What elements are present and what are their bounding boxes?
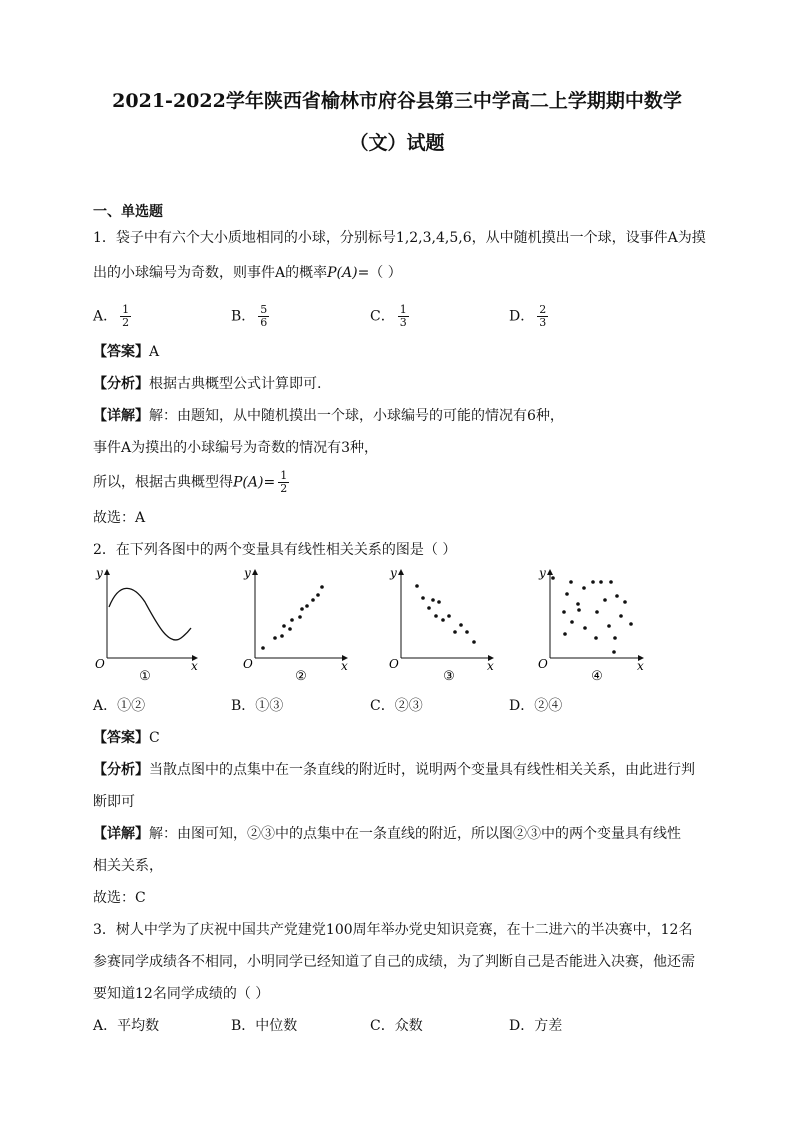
origin-label: O: [538, 657, 548, 671]
scatter-points-negative: [415, 584, 476, 644]
denominator: 3: [399, 316, 407, 329]
answer-value: C: [149, 730, 160, 746]
q2-stem: 2．在下列各图中的两个变量具有线性相关关系的图是（ ）: [93, 542, 457, 558]
fraction: [398, 304, 409, 329]
denominator: 6: [260, 316, 268, 329]
numerator: 1: [280, 469, 288, 482]
q1-option-b[interactable]: [231, 304, 269, 329]
page-title-line1: 2021-2022学年陕西省榆林市府谷县第三中学高二上学期期中数学: [112, 90, 682, 112]
x-axis-label: x: [191, 659, 198, 673]
analysis-text: 根据古典概型公式计算即可.: [149, 376, 322, 392]
x-axis-label: x: [341, 659, 348, 673]
analysis-tag: 【分析】: [93, 376, 149, 392]
denominator: 3: [539, 316, 547, 329]
numerator: 1: [399, 303, 407, 316]
q2-analysis-line1: [93, 760, 695, 780]
graph-4: [538, 566, 644, 684]
equals-sign: =: [263, 474, 276, 491]
q2-answer: [93, 728, 160, 748]
q2-option-c[interactable]: C．②③: [370, 698, 423, 714]
q2-detail-line1: [93, 824, 681, 844]
answer-tag: 【答案】: [93, 730, 149, 746]
q2-figures: [85, 562, 665, 686]
x-axis-label: x: [487, 659, 494, 673]
caption-2: ②: [295, 669, 307, 684]
caption-3: ③: [443, 669, 455, 684]
fraction: [258, 304, 269, 329]
numerator: 5: [260, 303, 268, 316]
graph-1: [95, 566, 198, 684]
x-axis-label: x: [637, 659, 644, 673]
q1-stem-line2: [93, 263, 402, 283]
origin-label: O: [389, 657, 399, 671]
denominator: 2: [280, 482, 288, 495]
graph-2: [243, 566, 348, 684]
q1-option-c[interactable]: [370, 304, 409, 329]
q3-option-c[interactable]: C．众数: [370, 1018, 423, 1034]
q3-option-b[interactable]: B．中位数: [231, 1018, 298, 1034]
sine-curve: [109, 588, 191, 640]
answer-value: A: [149, 344, 160, 360]
option-label: D．: [509, 308, 535, 325]
option-label: A．: [93, 308, 118, 325]
q1-analysis: [93, 374, 321, 394]
numerator: 1: [122, 303, 130, 316]
q1-conclusion: 故选：A: [93, 510, 146, 526]
caption-1: ①: [139, 669, 151, 684]
numerator: 2: [539, 303, 547, 316]
detail-text: 解：由题知，从中随机摸出一个球，小球编号的可能的情况有6种，: [149, 408, 564, 424]
option-label: C．: [370, 308, 395, 325]
q3-option-a[interactable]: A．平均数: [93, 1018, 160, 1034]
denominator: 2: [122, 316, 130, 329]
detail-tag: 【详解】: [93, 826, 149, 842]
q1-detail-line3: [93, 470, 289, 495]
fraction: [537, 304, 548, 329]
q1-stem-tail: =（ ）: [357, 265, 402, 281]
y-axis-label: y: [244, 566, 251, 580]
q1-detail-line1: [93, 406, 564, 426]
page-title-line2: （文）试题: [349, 132, 445, 154]
analysis-tag: 【分析】: [93, 762, 149, 778]
option-label: B．: [231, 308, 256, 325]
q3-stem-line2: 参赛同学成绩各不相同，小明同学已经知道了自己的成绩，为了判断自己是否能进入决赛，他还需: [93, 954, 695, 970]
q2-option-b[interactable]: B．①③: [231, 698, 284, 714]
y-axis-label: y: [539, 566, 546, 580]
scatter-points-random: [551, 576, 633, 654]
q1-option-a[interactable]: [93, 304, 131, 329]
q1-answer: [93, 342, 159, 362]
q1-detail-line2: 事件A为摸出的小球编号为奇数的情况有3种，: [93, 440, 379, 456]
origin-label: O: [243, 657, 253, 671]
scatter-points-positive: [261, 585, 324, 650]
fraction: [120, 304, 131, 329]
graph-3: [389, 566, 494, 684]
q2-option-d[interactable]: D．②④: [509, 698, 563, 714]
y-axis-label: y: [96, 566, 103, 580]
analysis-text: 当散点图中的点集中在一条直线的附近时，说明两个变量具有线性相关关系，由此进行判: [149, 762, 695, 778]
q3-option-d[interactable]: D．方差: [509, 1018, 563, 1034]
q1-option-d[interactable]: [509, 304, 548, 329]
detail-text: 所以，根据古典概型得: [93, 474, 233, 491]
q1-stem-text: 出的小球编号为奇数，则事件A的概率: [93, 265, 328, 281]
q2-detail-line2: 相关关系，: [93, 858, 163, 874]
q3-stem-line1: 3．树人中学为了庆祝中国共产党建党100周年举办党史知识竞赛，在十二进六的半决赛中，12名: [93, 922, 693, 938]
section-heading: 一、单选题: [93, 204, 163, 220]
q1-prob-expr: P(A): [327, 265, 358, 281]
y-axis-label: y: [390, 566, 397, 580]
fraction: [278, 470, 289, 495]
q1-stem-line1: 1．袋子中有六个大小质地相同的小球，分别标号1,2,3,4,5,6，从中随机摸出一个球，设事件A为摸: [93, 230, 706, 246]
q3-stem-line3: 要知道12名同学成绩的（ ）: [93, 986, 270, 1002]
q2-analysis-line2: 断即可: [93, 794, 135, 810]
prob-expr: P(A): [233, 474, 264, 491]
origin-label: O: [95, 657, 105, 671]
q2-conclusion: 故选：C: [93, 890, 146, 906]
q2-option-a[interactable]: A．①②: [93, 698, 146, 714]
detail-tag: 【详解】: [93, 408, 149, 424]
answer-tag: 【答案】: [93, 344, 149, 360]
caption-4: ④: [591, 669, 603, 684]
detail-text: 解：由图可知，②③中的点集中在一条直线的附近，所以图②③中的两个变量具有线性: [149, 826, 681, 842]
